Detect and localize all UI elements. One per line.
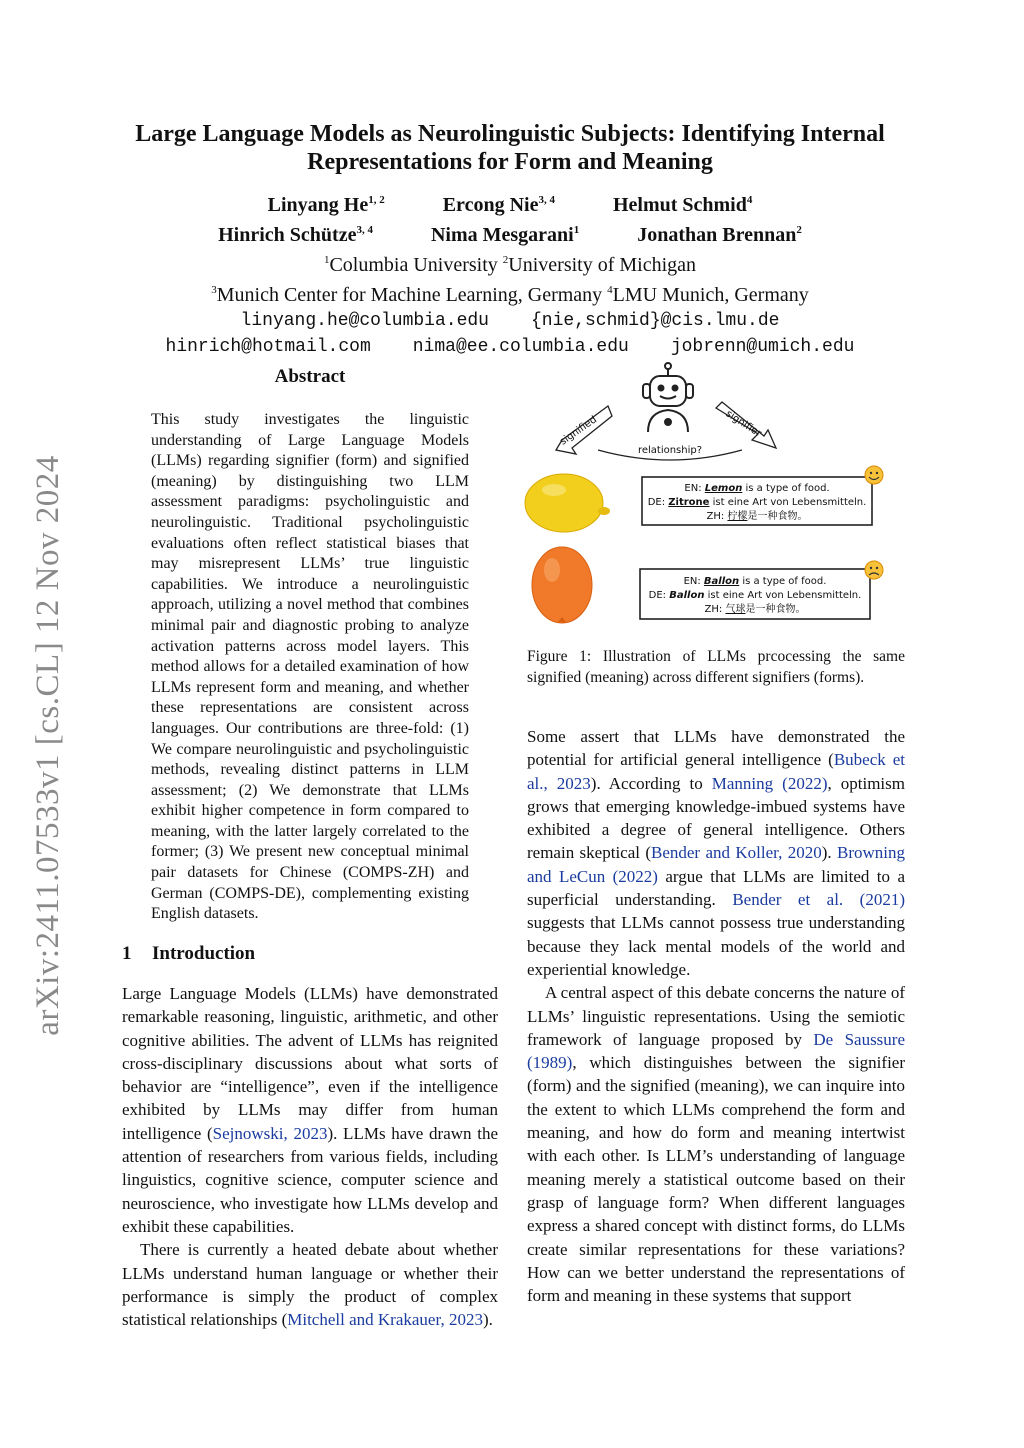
happy-face-icon	[865, 466, 883, 484]
author-block	[110, 188, 910, 360]
author: Helmut Schmid$^4$	[612, 194, 753, 216]
affiliation-line-2: $^3$Munich Center for Machine Learning, Germany $^4$LMU Munich, Germany	[211, 284, 809, 306]
right-paragraph-1: Some assert that LLMs have demonstrated the potential for artificial general intelligence (Bubeck et al., 2023). According to Manning (2022), optimism grows that emerging knowledge-imbued systems have exhibited a degree of general intelligence. Others remain skeptical (Bender and Koller, 2020). Browning and LeCun (2022) argue that LLMs are limited to a superficial understanding. Bender et al. (2021) suggests that LLMs cannot possess true understanding because they lack mental models of the world and experiential knowledge.	[527, 727, 906, 979]
right-paragraph-2: A central aspect of this debate concerns the nature of LLMs’ linguistic representations. Using the semiotic framework of language proposed by De Saussure (1989), which distinguishes between the signifier (form) and the signified (meaning), we can inquire into the extent to which LLMs comprehend the form and meaning, and how do form and meaning intertwist with each other. Is LLM’s understanding of language meaning merely a statistical outcome based on their grasp of language form? When different languages express a shared concept with distinct forms, do LLMs create similar representations for these variations? How can we better understand the representations of form and meaning in these systems that support	[527, 983, 906, 1306]
lemon-image	[525, 474, 610, 532]
email[interactable]: {nie,schmid}@cis.lmu.de	[531, 311, 780, 331]
title-line-2: Representations for Form and Meaning	[307, 149, 713, 175]
citation-link[interactable]: Bender and Koller, 2020	[651, 843, 822, 863]
author: Hinrich Schütze$^{3, 4}$	[218, 224, 373, 246]
svg-text:DE: Zitrone ist eine Art von L: DE: Zitrone ist eine Art von Lebensmitteln.	[647, 497, 867, 508]
email-row-1	[110, 309, 910, 334]
title-line-1: Large Language Models as Neurolinguistic Subjects: Identifying Internal	[135, 121, 885, 147]
email[interactable]: hinrich@hotmail.com	[165, 337, 371, 357]
author: Ercong Nie$^{3, 4}$	[442, 194, 555, 216]
email[interactable]: linyang.he@columbia.edu	[240, 311, 489, 331]
email[interactable]: nima@ee.columbia.edu	[412, 337, 629, 357]
abstract-heading: Abstract	[274, 366, 346, 387]
email[interactable]: jobrenn@umich.edu	[670, 337, 855, 357]
author-row-2	[110, 218, 910, 248]
robot-icon	[643, 363, 693, 432]
citation-link[interactable]: De Saussure (1989)	[527, 1029, 906, 1073]
citation-link[interactable]: Manning (2022)	[711, 773, 828, 793]
affiliation-line-1: $^1$Columbia University $^2$University of Michigan	[323, 254, 697, 276]
section-heading-introduction	[122, 943, 502, 965]
paper-title	[110, 120, 910, 176]
author: Jonathan Brennan$^2$	[637, 224, 802, 246]
arxiv-identifier	[8, 440, 88, 1050]
section-title: Introduction	[152, 943, 256, 964]
citation-link[interactable]: Mitchell and Krakauer, 2023	[287, 1310, 483, 1330]
figure-1-caption: Figure 1: Illustration of LLMs prcocessing the same signified (meaning) across different signifiers (forms).	[527, 648, 905, 686]
signified-label: signified	[558, 414, 600, 448]
worried-face-icon	[865, 561, 883, 579]
signifier-label: signifier	[723, 408, 764, 440]
intro-right-column	[527, 725, 905, 1307]
example-box-lemon	[642, 477, 872, 525]
section-number: 1	[122, 943, 132, 964]
author: Linyang He$^{1, 2}$	[267, 194, 385, 216]
citation-link[interactable]: Bender et al. (2021)	[732, 890, 906, 910]
email-row-2	[110, 335, 910, 360]
citation-link[interactable]: Browning and LeCun (2022)	[527, 843, 905, 886]
figure-1	[520, 360, 912, 635]
svg-text:EN: Ballon is a type of food.: EN: Ballon is a type of food.	[683, 576, 827, 587]
svg-text:DE: Ballon ist eine Art von Le: DE: Ballon ist eine Art von Lebensmitteln.	[648, 590, 862, 601]
intro-left-column	[122, 982, 498, 1331]
intro-paragraph-1: Large Language Models (LLMs) have demonstrated remarkable reasoning, linguistic, arithmetic, and other cognitive abilities. The advent of LLMs has reignited cross-disciplinary discussions about what sorts of behavior are “intelligence”, even if the intelligence exhibited by LLMs may differ from human intelligence (Sejnowski, 2023). LLMs have drawn the attention of researchers from various fields, including linguistics, cognitive science, computer science and neuroscience, who investigate how LLMs develop and exhibit these capabilities.	[122, 984, 498, 1236]
arxiv-id-text: arXiv:2411.07533v1 [cs.CL] 12 Nov 2024	[29, 454, 66, 1036]
author-row-1	[110, 188, 910, 218]
balloon-image	[532, 547, 592, 623]
intro-paragraph-2: There is currently a heated debate about whether LLMs understand human language or whether their performance is simply the product of complex statistical relationships (Mitchell and Krakauer, 2023).	[122, 1240, 498, 1330]
author: Nima Mesgarani$^1$	[430, 224, 580, 246]
example-box-balloon	[640, 569, 870, 619]
citation-link[interactable]: Sejnowski, 2023	[212, 1123, 328, 1143]
svg-text:EN: Lemon is a type of food.: EN: Lemon is a type of food.	[684, 483, 830, 494]
svg-text:ZH: 柠檬是一种食物。: ZH: 柠檬是一种食物。	[706, 511, 808, 522]
abstract-text: This study investigates the linguistic understanding of Large Language Models (LLMs) regarding signifier (form) and signified (meaning) by distinguishing two LLM assessment paradigms: psycholinguistic and neurolinguistic. Traditional psycholinguistic evaluations often reflect statistical biases that may misrepresent LLMs’ true linguistic capabilities. We introduce a neurolinguistic approach, utilizing a novel method that combines minimal pair and diagnostic probing to analyze activation patterns across model layers. This method allows for a detailed examination of how LLMs represent form and meaning, and whether these representations are consistent across languages. Our contributions are three-fold: (1) We compare neurolinguistic and psycholinguistic methods, revealing distinct patterns in LLM assessment; (2) We demonstrate that LLMs exhibit higher competence in form compared to meaning, with the latter largely correlated to the former; (3) We present new conceptual minimal pair datasets for Chinese (COMPS-ZH) and German (COMPS-DE), complementing existing English datasets.	[151, 411, 469, 923]
svg-text:ZH: 气球是一种食物。: ZH: 气球是一种食物。	[704, 604, 806, 615]
relationship-label: relationship?	[637, 445, 703, 456]
citation-link[interactable]: Bubeck et al., 2023	[527, 750, 906, 793]
